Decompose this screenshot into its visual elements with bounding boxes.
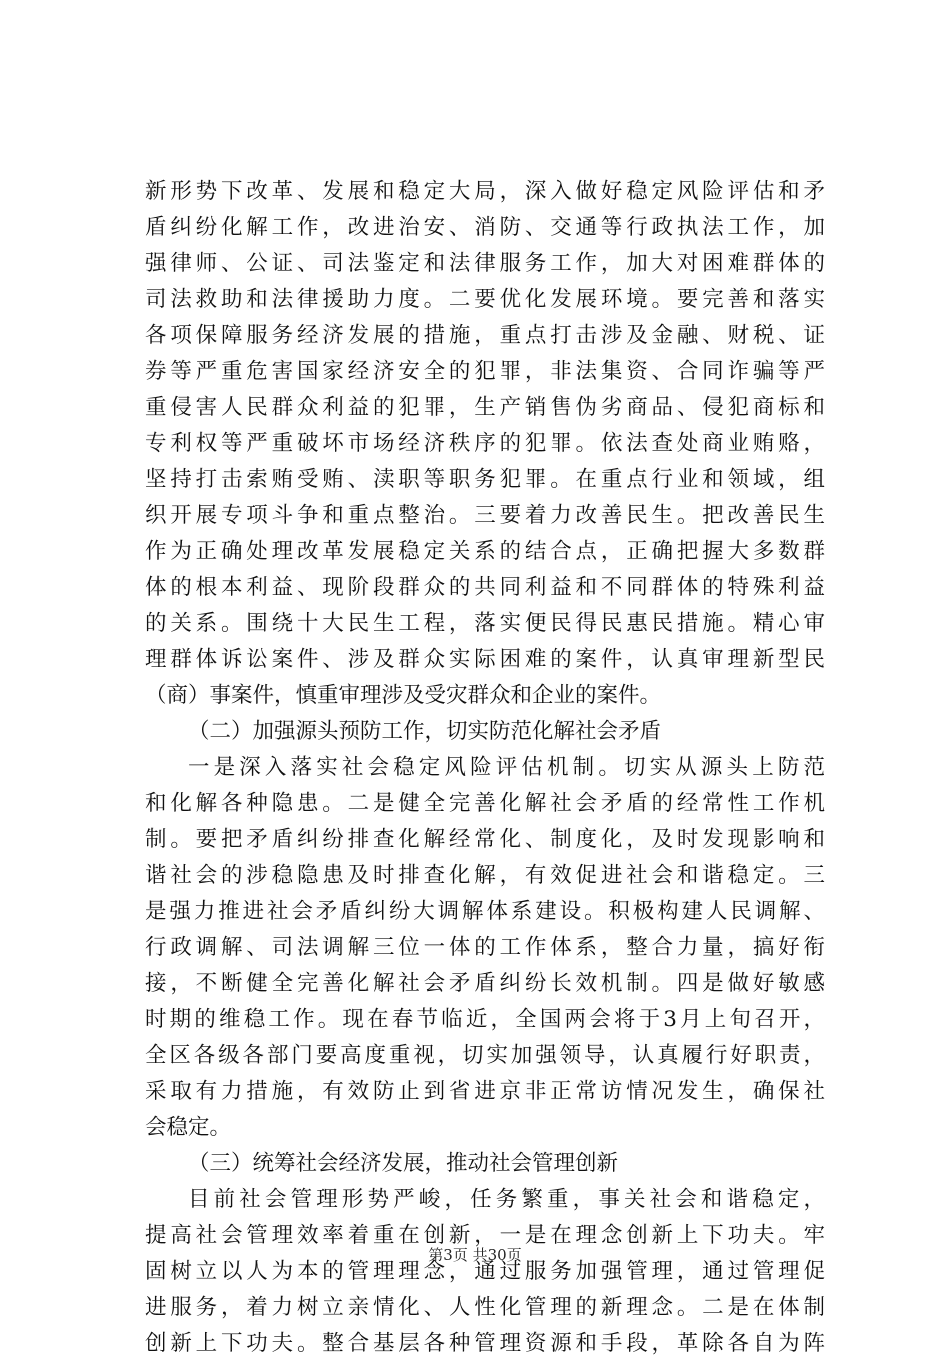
text-line: 和化解各种隐患。二是健全完善化解社会矛盾的经常性工作机: [145, 791, 825, 816]
text-line: 进服务，着力树立亲情化、人性化管理的新理念。二是在体制: [145, 1295, 825, 1320]
text-line: 重侵害人民群众利益的犯罪，生产销售伪劣商品、侵犯商标和: [145, 395, 825, 420]
text-line: 理群体诉讼案件、涉及群众实际困难的案件，认真审理新型民: [145, 647, 825, 672]
text-line: 目前社会管理形势严峻，任务繁重，事关社会和谐稳定，: [188, 1187, 825, 1212]
text-line: 提高社会管理效率着重在创新，一是在理念创新上下功夫。牢: [145, 1223, 825, 1248]
text-line: 采取有力措施，有效防止到省进京非正常访情况发生，确保社: [145, 1079, 825, 1104]
text-line: 作为正确处理改革发展稳定关系的结合点，正确把握大多数群: [145, 539, 825, 564]
text-line: 强律师、公证、司法鉴定和法律服务工作，加大对困难群体的: [145, 251, 825, 276]
text-line: 券等严重危害国家经济安全的犯罪，非法集资、合同诈骗等严: [145, 359, 825, 384]
paragraph: [145, 750, 825, 1146]
section-heading: （二）加强源头预防工作，切实防范化解社会矛盾: [188, 719, 662, 744]
text-line: 会稳定。: [145, 1115, 232, 1140]
text-line: 司法救助和法律援助力度。二要优化发展环境。要完善和落实: [145, 287, 825, 312]
paragraph: [145, 1182, 825, 1362]
text-line: 一是深入落实社会稳定风险评估机制。切实从源头上防范: [188, 755, 825, 780]
section-heading: （三）统筹社会经济发展，推动社会管理创新: [188, 1151, 619, 1176]
text-line: 盾纠纷化解工作，改进治安、消防、交通等行政执法工作，加: [145, 215, 825, 240]
text-line: 织开展专项斗争和重点整治。三要着力改善民生。把改善民生: [145, 503, 825, 528]
text-line: 是强力推进社会矛盾纠纷大调解体系建设。积极构建人民调解、: [145, 899, 825, 924]
text-line: 时期的维稳工作。现在春节临近，全国两会将于3月上旬召开，: [145, 1007, 825, 1032]
text-line: 各项保障服务经济发展的措施，重点打击涉及金融、财税、证: [145, 323, 825, 348]
text-line: 坚持打击索贿受贿、渎职等职务犯罪。在重点行业和领域，组: [145, 467, 825, 492]
text-line: 接，不断健全完善化解社会矛盾纠纷长效机制。四是做好敏感: [145, 971, 825, 996]
text-line: 制。要把矛盾纠纷排查化解经常化、制度化，及时发现影响和: [145, 827, 825, 852]
text-line: 体的根本利益、现阶段群众的共同利益和不同群体的特殊利益: [145, 575, 825, 600]
text-line: 谐社会的涉稳隐患及时排查化解，有效促进社会和谐稳定。三: [145, 863, 825, 888]
text-line: 全区各级各部门要高度重视，切实加强领导，认真履行好职责，: [145, 1043, 825, 1068]
text-line: 行政调解、司法调解三位一体的工作体系，整合力量，搞好衔: [145, 935, 825, 960]
text-line: 的关系。围绕十大民生工程，落实便民得民惠民措施。精心审: [145, 611, 825, 636]
text-line: 创新上下功夫。整合基层各种管理资源和手段，革除各自为阵: [145, 1331, 825, 1356]
page-number: 第3页 共30页: [428, 1246, 522, 1264]
document-body: [145, 174, 825, 1362]
text-line: 专利权等严重破坏市场经济秩序的犯罪。依法查处商业贿赂，: [145, 431, 825, 456]
text-line: 固树立以人为本的管理理念，通过服务加强管理，通过管理促: [145, 1259, 825, 1284]
paragraph: [145, 174, 825, 714]
text-line: 新形势下改革、发展和稳定大局，深入做好稳定风险评估和矛: [145, 179, 825, 204]
text-line: （商）事案件，慎重审理涉及受灾群众和企业的案件。: [145, 683, 662, 708]
